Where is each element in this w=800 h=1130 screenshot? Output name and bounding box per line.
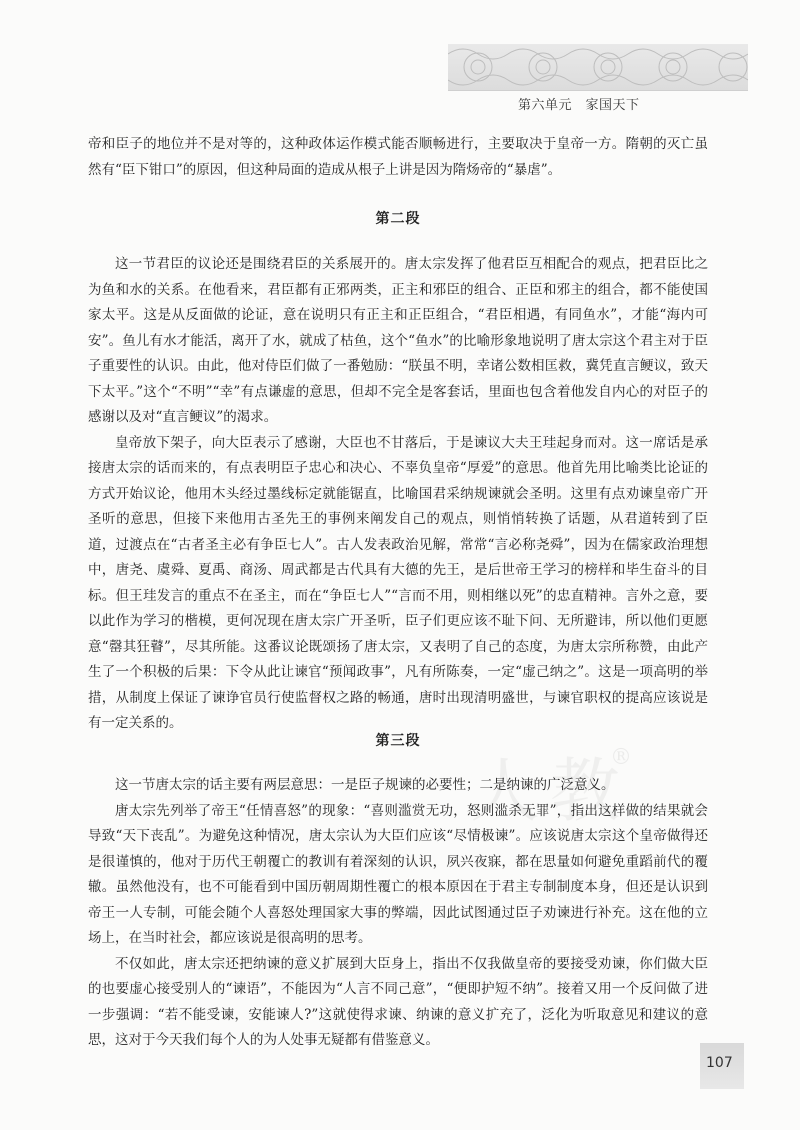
section-3-body [88,773,708,1054]
section-3-paragraph: 唐太宗先列举了帝王“任情喜怒”的现象：“喜则滥赏无功，怒则滥杀无罪”，指出这样做的结果就会导致“天下丧乱”。为避免这种情况，唐太宗认为大臣们应该“尽情极谏”。应该说唐太宗这个皇帝做得还是很谨慎的，他对于历代王朝覆亡的教训有着深刻的认识，夙兴夜寐，都在思量如何避免重蹈前代的覆辙。虽然他没有，也不可能看到中国历朝周期性覆亡的根本原因在于君主专制制度本身，但还是认识到帝王一人专制，可能会随个人喜怒处理国家大事的弊端，因此试图通过臣子劝谏进行补充。这在他的立场上，在当时社会，都应该说是很高明的思考。 [88,802,708,946]
unit-label: 第六单元 家国天下 [518,98,640,113]
section-2-paragraph: 这一节君臣的议论还是围绕君臣的关系展开的。唐太宗发挥了他君臣互相配合的观点，把君臣比之为鱼和水的关系。在他看来，君臣都有正邪两类，正主和邪臣的组合、正臣和邪主的组合，都不能使国家太平。这是从反面做的论证，意在说明只有正主和正臣组合，“君臣相遇，有同鱼水”，才能“海内可安”。鱼儿有水才能活，离开了水，就成了枯鱼，这个“鱼水”的比喻形象地说明了唐太宗这个君主对于臣子重要性的认识。由此，他对侍臣们做了一番勉励：“朕虽不明，幸诸公数相匡救，冀凭直言鲠议，致天下太平。”这个“不明”“幸”有点谦虚的意思，但却不完全是客套话，里面也包含着他发自内心的对臣子的感谢以及对“直言鲠议”的渴求。 [88,256,708,425]
registered-mark-icon: ® [610,745,632,770]
intro-block [88,132,708,183]
section-2-paragraph: 皇帝放下架子，向大臣表示了感谢，大臣也不甘落后，于是谏议大夫王珪起身而对。这一席话是承接唐太宗的话而来的，有点表明臣子忠心和决心、不辜负皇帝“厚爱”的意思。他首先用比喻类比论证的方式开始议论，他用木头经过墨线标定就能锯直，比喻国君采纳规谏就会圣明。这里有点劝谏皇帝广开圣听的意思，但接下来他用古圣先王的事例来阐发自己的观点，则悄悄转换了话题，从君道转到了臣道，过渡点在“古者圣主必有争臣七人”。古人发表政治见解，常常“言必称尧舜”，因为在儒家政治理想中，唐尧、虞舜、夏禹、商汤、周武都是古代具有大德的先王，是后世帝王学习的榜样和毕生奋斗的目标。但王珪发言的重点不在圣主，而在“争臣七人”“言而不用，则相继以死”的忠直精神。言外之意，要以此作为学习的楷模，更何况现在唐太宗广开圣听，臣子们更应该不耻下问、无所避讳，所以他们更愿意“罄其狂瞽”，尽其所能。这番议论既颂扬了唐太宗，又表明了自己的态度，为唐太宗所称赞，由此产生了一个积极的后果：下令从此让谏官“预闻政事”，凡有所陈奏，一定“虚己纳之”。这是一项高明的举措，从制度上保证了谏诤官员行使监督权之路的畅通，唐时出现清明盛世，与谏官职权的提高应该说是有一定关系的。 [88,434,708,731]
section-2-heading-block [88,208,708,228]
page-number: 107 [706,1055,733,1071]
section-3-heading-block [88,730,708,750]
section-2-body [88,252,708,737]
ornament-pattern-icon [448,44,748,90]
section-3-paragraph: 不仅如此，唐太宗还把纳谏的意义扩展到大臣身上，指出不仅我做皇帝的要接受劝谏，你们做大臣的也要虚心接受别人的“谏语”，不能因为“人言不同己意”，“便即护短不纳”。接着又用一个反问做了进一步强调：“若不能受谏，安能谏人?”这就使得求谏、纳谏的意义扩充了，泛化为听取意见和建议的意思，这对于今天我们每个人的为人处事无疑都有借鉴意义。 [88,955,708,1048]
section-3-title: 第三段 [375,733,421,749]
section-3-paragraph: 这一节唐太宗的话主要有两层意思：一是臣子规谏的必要性；二是纳谏的广泛意义。 [115,777,615,793]
section-2-title: 第二段 [375,211,421,227]
intro-paragraph: 帝和臣子的地位并不是对等的，这种政体运作模式能否顺畅进行，主要取决于皇帝一方。隋朝的灭亡虽然有“臣下钳口”的原因，但这种局面的造成从根子上讲是因为隋炀帝的“暴虐”。 [88,136,708,178]
header-decoration [448,44,748,91]
